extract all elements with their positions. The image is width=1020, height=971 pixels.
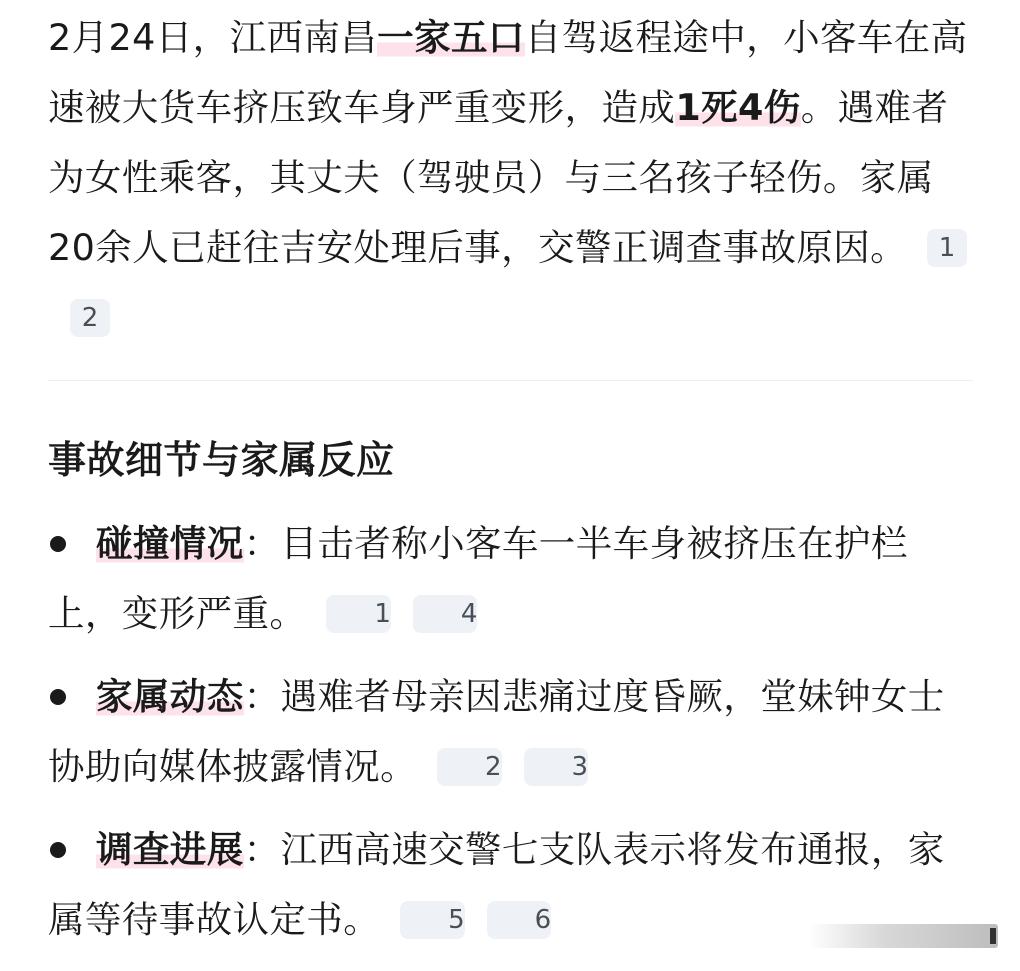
item-label: 调查进展 xyxy=(96,828,244,871)
intro-highlight-family: 一家五口 xyxy=(377,16,525,59)
section-divider xyxy=(48,380,973,381)
bullet-icon xyxy=(50,536,66,552)
detail-list xyxy=(48,509,978,955)
section-title: 事故细节与家属反应 xyxy=(48,438,395,482)
intro-highlight-casualties: 1死4伤 xyxy=(675,86,801,129)
citation-badge[interactable]: 2 xyxy=(70,299,110,337)
citation-badge[interactable]: 1 xyxy=(927,229,967,267)
intro-text-1: 2月24日，江西南昌 xyxy=(48,16,378,59)
item-label: 家属动态 xyxy=(96,675,244,718)
list-item-collision xyxy=(48,509,978,649)
intro-text-2: 自驾返程途中，小客车在高速被大货车挤压致车身严重变形，造成 xyxy=(48,16,968,129)
list-item-family xyxy=(48,662,978,802)
item-label: 碰撞情况 xyxy=(96,522,244,565)
answer-content xyxy=(48,0,978,968)
bullet-icon xyxy=(50,842,66,858)
bullet-icon xyxy=(50,689,66,705)
citation-badge[interactable]: 5 xyxy=(400,901,465,939)
citation-badge[interactable]: 1 xyxy=(326,595,391,633)
citation-badge[interactable]: 4 xyxy=(413,595,478,633)
intro-paragraph xyxy=(48,0,978,353)
watermark-bar xyxy=(808,924,998,948)
item-text: ：江西高速交警七支队表示将发布通报，家属等待事故认定书。 xyxy=(48,828,945,941)
item-text: ：遇难者母亲因悲痛过度昏厥，堂妹钟女士协助向媒体披露情况。 xyxy=(48,675,945,788)
intro-text-3: 。遇难者为女性乘客，其丈夫（驾驶员）与三名孩子轻伤。家属20余人已赶往吉安处理后事，交警正调查事故原因。 xyxy=(48,86,949,269)
item-text: ：目击者称小客车一半车身被挤压在护栏上，变形严重。 xyxy=(48,522,908,635)
citation-badge[interactable]: 6 xyxy=(487,901,552,939)
citation-badge[interactable]: 2 xyxy=(437,748,502,786)
citation-badge[interactable]: 3 xyxy=(524,748,589,786)
